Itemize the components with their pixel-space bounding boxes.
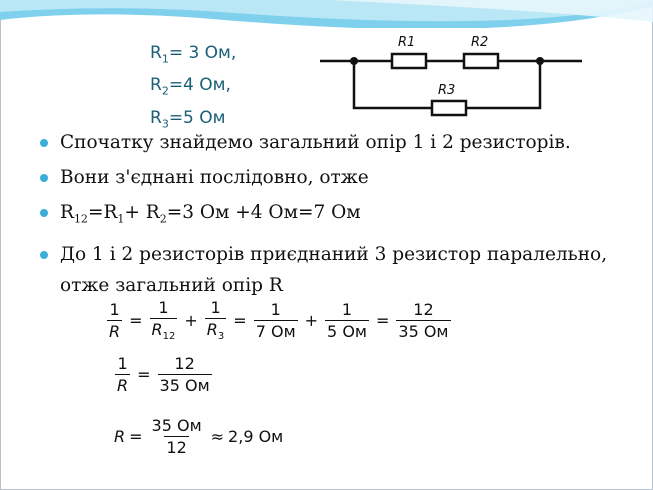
given-values bbox=[150, 40, 236, 137]
fraction: $\frac{12}{35 Ом}$ bbox=[159, 354, 210, 395]
fraction: $\frac{35 Ом}{12}$ bbox=[151, 416, 202, 457]
fraction: $\frac{1}{5 Ом}$ bbox=[327, 299, 367, 341]
given-r3: $R_3=5$ Ом bbox=[150, 107, 226, 131]
fraction: $\frac{1}{R}$ bbox=[117, 354, 129, 395]
given-r2: $R_2=4$ Ом, bbox=[150, 75, 231, 98]
bullet-item: Спочатку знайдемо загальний опір 1 і 2 резисторів. bbox=[44, 127, 634, 158]
bullet-list bbox=[44, 127, 634, 305]
given-r1: $R_1= 3$ Ом, bbox=[150, 43, 237, 66]
fraction: $\frac{1}{7 Ом}$ bbox=[255, 299, 296, 341]
fraction: $\frac{1}{R_3}$ bbox=[206, 298, 225, 343]
bullet-dot-icon bbox=[40, 251, 48, 259]
fraction: $\frac{1}{R}$ bbox=[109, 299, 121, 341]
bullet-dot-icon bbox=[40, 209, 48, 217]
label-r2: R2 bbox=[471, 35, 489, 50]
bullet-dot-icon bbox=[40, 174, 48, 182]
bullet-item: До 1 і 2 резисторів приєднаний 3 резистор паралельно, отже загальний опір R bbox=[44, 239, 634, 301]
formula-parallel-sum: $\frac{1}{R}$ = $\frac{1}{R_{12}}$ + $\frac{1}{R_3}$ = $\frac{1}{7 Ом}$ + $\frac{1}{5 Ом}$ = $\frac{12}{35 Ом}$ bbox=[109, 298, 449, 343]
bullet-dot-icon bbox=[40, 139, 48, 147]
fraction: $\frac{1}{R_{12}}$ bbox=[151, 298, 176, 343]
bullet-item: Вони з'єднані послідовно, отже bbox=[44, 162, 634, 193]
fraction: $\frac{12}{35 Ом}$ bbox=[398, 299, 449, 341]
label-r1: R1 bbox=[398, 35, 416, 50]
label-r3: R3 bbox=[438, 83, 456, 98]
formula-reciprocal: $\frac{1}{R}$ = $\frac{12}{35 Ом}$ bbox=[117, 354, 210, 395]
bullet-item: $R_{12}=R_1+ R_2=3$ Ом +4 Ом=7 Ом bbox=[44, 197, 634, 235]
circuit-diagram bbox=[320, 28, 582, 124]
formula-result: R = $\frac{35 Ом}{12}$ ≈ 2,9 Ом bbox=[114, 416, 284, 457]
